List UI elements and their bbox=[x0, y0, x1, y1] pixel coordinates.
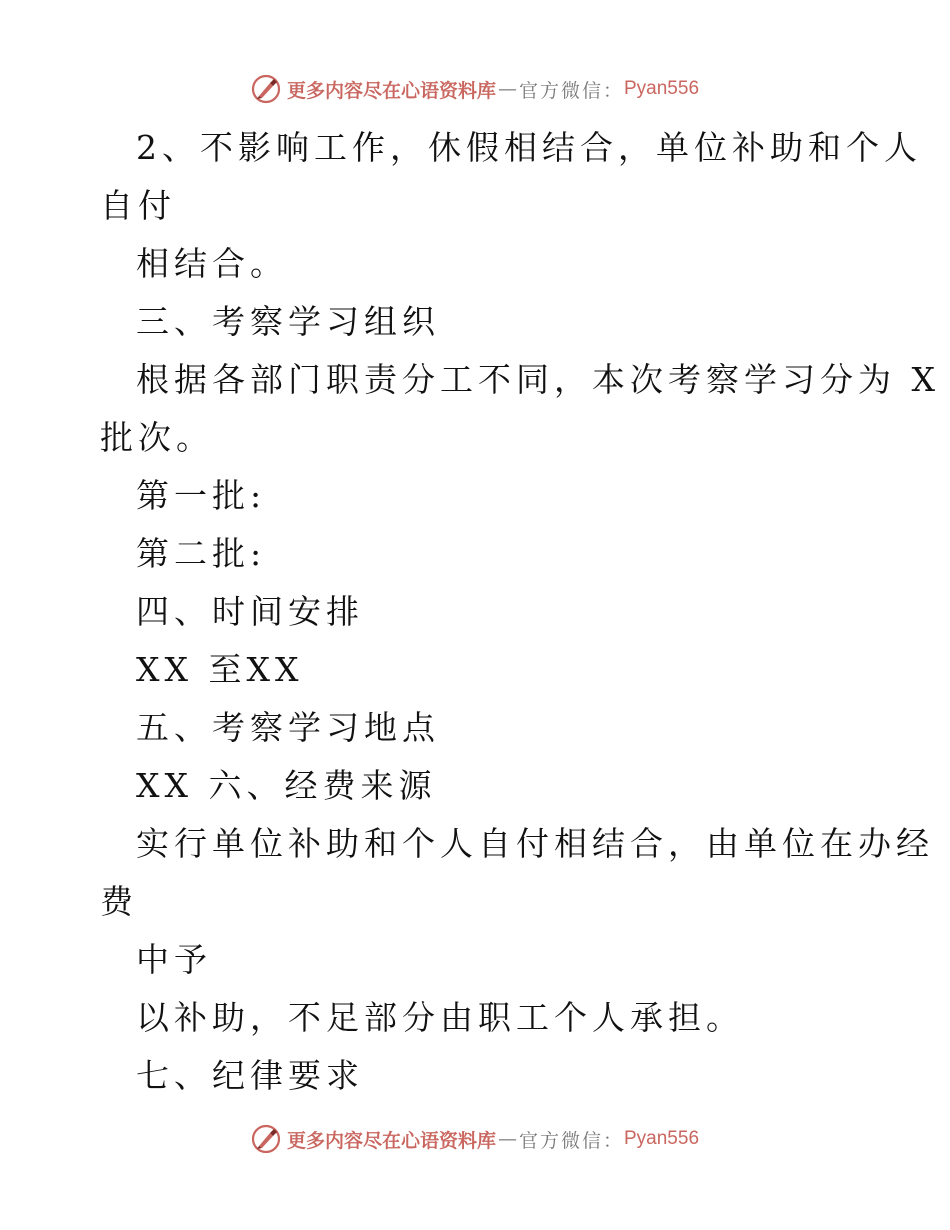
section-heading: 七、纪律要求 bbox=[136, 1056, 364, 1095]
watermark-site-text: 更多内容尽在心语资料库 bbox=[286, 79, 496, 102]
pen-logo-icon bbox=[251, 1124, 281, 1154]
header-watermark bbox=[0, 72, 950, 106]
section-heading: 三、考察学习组织 bbox=[136, 302, 440, 341]
watermark-wechat-id: Pyan556 bbox=[624, 78, 700, 99]
watermark-wechat-id: Pyan556 bbox=[624, 1128, 700, 1149]
pen-logo-icon bbox=[251, 74, 281, 104]
body-line: 批次。 bbox=[100, 418, 214, 457]
body-line: 2、不影响工作，休假相结合，单位补助和个人 bbox=[136, 128, 922, 167]
body-line: 根据各部门职责分工不同，本次考察学习分为 X bbox=[136, 360, 940, 399]
watermark-site-text: 更多内容尽在心语资料库 bbox=[286, 1129, 496, 1152]
body-line: 第二批: bbox=[136, 534, 267, 573]
body-line: 费 bbox=[100, 882, 138, 921]
section-heading: 五、考察学习地点 bbox=[136, 708, 440, 747]
body-line: 自付 bbox=[100, 186, 176, 225]
body-line: XX 至XX bbox=[136, 650, 304, 689]
watermark-label: 官方微信： bbox=[518, 79, 624, 102]
footer-watermark bbox=[0, 1122, 950, 1156]
watermark-label: 官方微信： bbox=[518, 1129, 624, 1152]
body-line: 相结合。 bbox=[136, 244, 288, 283]
body-line: XX 六、经费来源 bbox=[136, 766, 437, 805]
body-line: 第一批: bbox=[136, 476, 267, 515]
watermark-separator: — bbox=[497, 78, 517, 100]
body-line: 实行单位补助和个人自付相结合，由单位在办经 bbox=[136, 824, 934, 863]
body-line: 中予 bbox=[136, 940, 212, 979]
watermark-separator: — bbox=[497, 1128, 517, 1150]
section-heading: 四、时间安排 bbox=[136, 592, 364, 631]
body-line: 以补助，不足部分由职工个人承担。 bbox=[136, 998, 744, 1037]
